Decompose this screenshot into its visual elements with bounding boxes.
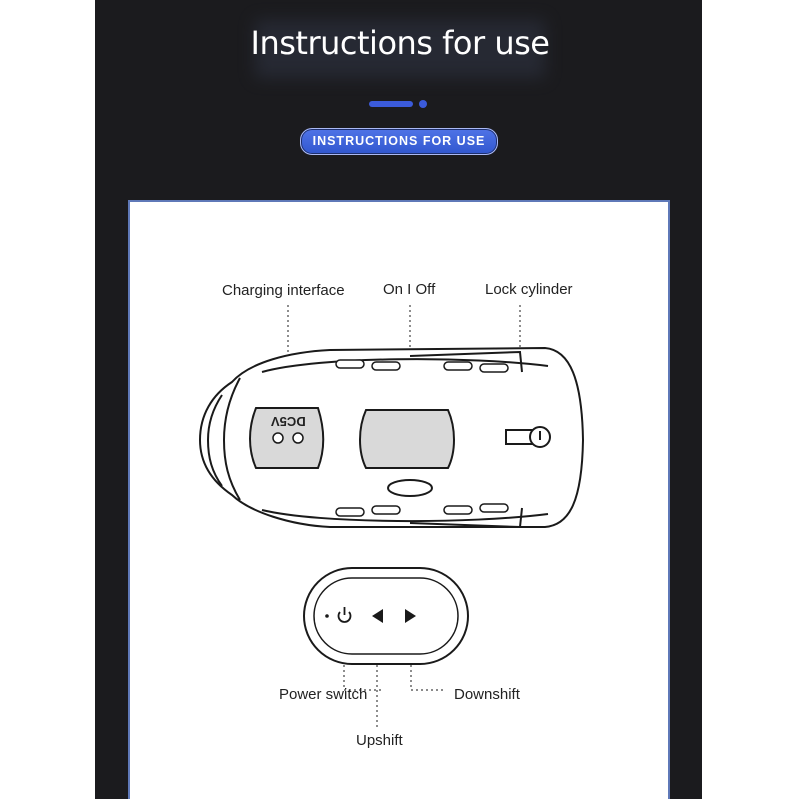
downshift-label: Downshift [454,686,520,703]
charging-pin [273,433,283,443]
charging-pin [293,433,303,443]
power-switch-label: Power switch [279,686,368,703]
section-badge: INSTRUCTIONS FOR USE [300,128,498,155]
onoff-window [360,410,454,468]
dc-port-label: DC5V [271,414,306,429]
remote-indicator [325,614,329,618]
charging-interface-label: Charging interface [222,282,345,299]
page-title: Instructions for use [250,24,550,62]
remote-face [314,578,458,654]
on-off-label: On I Off [383,281,436,298]
upshift-label: Upshift [356,732,403,749]
lock-cylinder-label: Lock cylinder [485,281,573,298]
onoff-button [388,480,432,496]
